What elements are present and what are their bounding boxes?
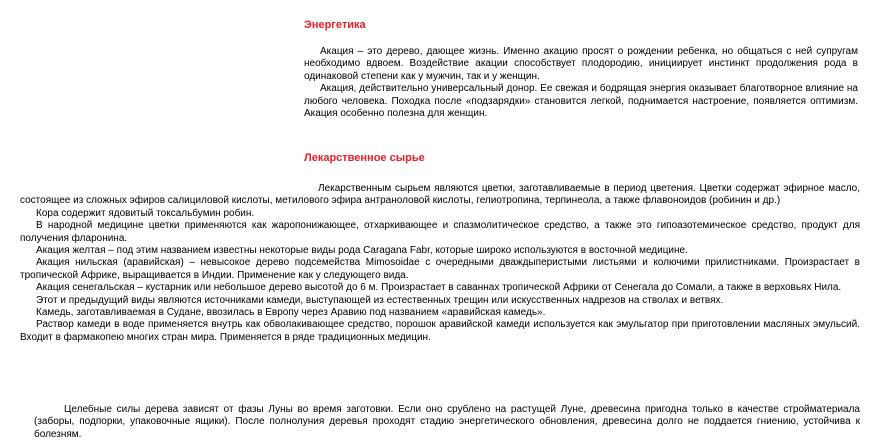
paragraph: Камедь, заготавливаемая в Судане, ввозилась в Европу через Аравию под названием «аравийская камедь». [36,307,546,319]
paragraph: Целебные силы дерева зависят от фазы Луны во время заготовки. Если оно срублено на растущей Луне, древесина пригодна только в качестве стройматериала (заборы, подпорки, упаковочные ящики). После полнолуния деревья проходят стадию энергетического обновления, древесина долго не поддается гниению, устойчива к болезням. [34,404,860,440]
paragraph: Этот и предыдущий виды являются источниками камеди, выступающей из естественных трещин или искусственных надрезов на стволах и ветвях. [36,294,724,306]
section-heading-medicinal-raw-material: Лекарственное сырье [304,152,425,164]
section-energetics-body [304,46,858,120]
section-medicinal-body [20,183,860,344]
paragraph: Акация сенегальская – кустарник или небольшое дерево высотой до 6 м. Произрастает в саваннах тропической Африки от Сенегала до Сомали, а также в верховьях Нила. [36,282,842,294]
paragraph: Акация – это дерево, дающее жизнь. Именно акацию просят о рождении ребенка, но общаться с ней супругам необходимо вдвоем. Воздействие акации способствует плодородию, инициирует инстинкт продолжения рода в одинаковой степени как у мужчин, так и у женщин. [304,46,858,82]
paragraph: Лекарственным сырьем являются цветки, заготавливаемые в период цветения. Цветки содержат эфирное масло, состоящее из сложных эфиров салициловой кислоты, метилового эфира антраноловой кислоты, гелиотропина, терпинеола, а также флавоноидов (робинин и др.) [20,183,860,207]
paragraph: Раствор камеди в воде применяется внутрь как обволакивающее средство, порошок аравийской камеди используется как эмульгатор при приготовлении масляных эмульсий. Входит в фармакопею многих стран мира. Применяется в ряде традиционных медицин. [20,319,860,343]
paragraph: Акация желтая – под этим названием известны некоторые виды рода Caragana Fabr, которые широко используются в восточной медицине. [36,245,688,257]
paragraph: Акация нильская (аравийская) – невысокое дерево подсемейства Mimosoidae с очередными дваждыперистыми листьями и колючими прилистниками. Произрастает в тропической Африке, выращивается в Индии. Применение как у следующего вида. [20,257,860,281]
section-moon-phase-body [34,404,860,441]
paragraph: Кора содержит ядовитый токсальбумин робин. [36,207,255,219]
section-heading-energetics: Энергетика [304,19,366,31]
paragraph: В народной медицине цветки применяются как жаропонижающее, отхаркивающее и спазмолитическое средство, а также это гипоазотемическое средство, продукт для получения фларонина. [20,220,860,244]
paragraph: Акация, действительно универсальный донор. Ее свежая и бодрящая энергия оказывает благотворное влияние на любого человека. Походка после «подзарядки» становится легкой, поднимается настроение, появляется оптимизм. Акация особенно полезна для женщин. [304,83,858,120]
